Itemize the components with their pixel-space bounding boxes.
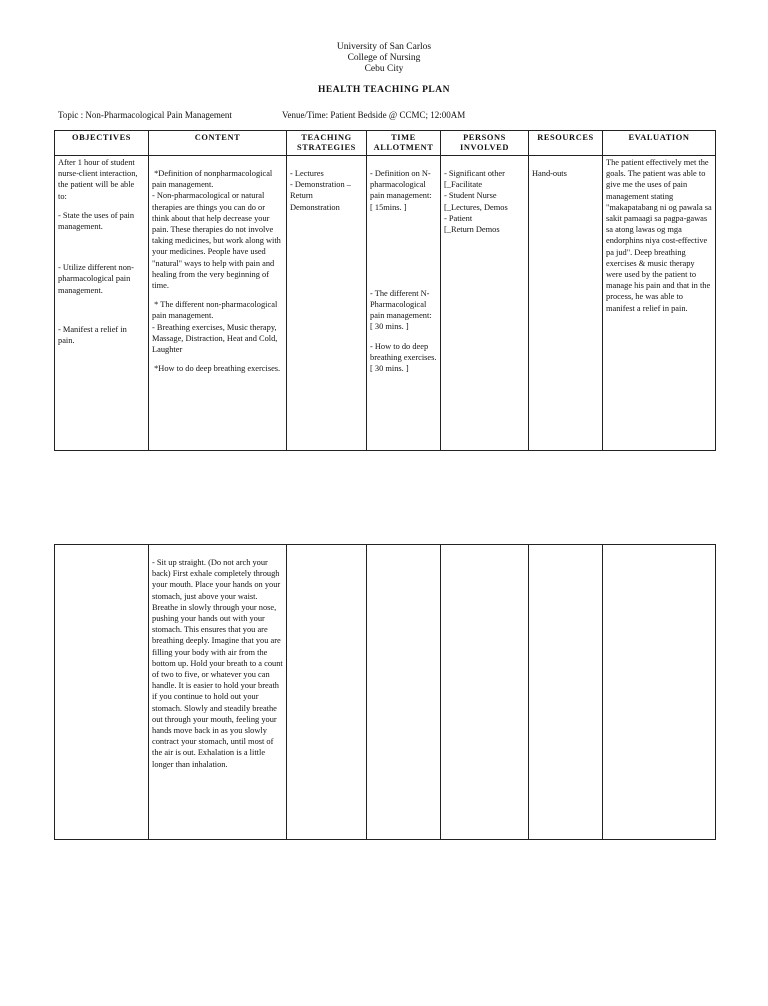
content-cell-2	[149, 545, 287, 840]
objective-1: - State the uses of pain management.	[58, 210, 137, 232]
objective-3: - Manifest a relief in pain.	[58, 324, 129, 346]
col-evaluation: EVALUATION	[603, 131, 716, 156]
col-content: CONTENT	[149, 131, 287, 156]
college-name: College of Nursing	[347, 53, 421, 63]
objectives-cell-2	[55, 545, 149, 840]
content-different: * The different non-pharmacological pain management. - Breathing exercises, Music therapy, Massage, Distraction, Heat and Cold, Laughter	[152, 300, 278, 355]
venue-line: Venue/Time: Patient Bedside @ CCMC; 12:00AM	[282, 110, 466, 120]
col-time-allotment: TIME ALLOTMENT	[367, 131, 441, 156]
persons-cell	[441, 156, 529, 451]
topic-line: Topic : Non-Pharmacological Pain Management	[58, 110, 232, 120]
evaluation-cell	[603, 156, 716, 451]
time-definition: - Definition on N-pharmacological pain management: [ 15mins. ]	[370, 169, 432, 212]
time-cell-2	[367, 545, 441, 840]
university-name: University of San Carlos	[336, 42, 432, 52]
col-teaching-strategies: TEACHING STRATEGIES	[287, 131, 367, 156]
strategies-cell	[287, 156, 367, 451]
time-cell	[367, 156, 441, 451]
resources-cell	[529, 156, 603, 451]
content-cell	[149, 156, 287, 451]
col-resources: RESOURCES	[529, 131, 603, 156]
teaching-plan-table	[54, 130, 716, 451]
objective-intro: After 1 hour of student nurse-client interaction, the patient will be able to:	[58, 158, 140, 201]
city-name: Cebu City	[364, 64, 404, 74]
strategies-text: - Lectures - Demonstration – Return Demonstration	[290, 169, 351, 212]
evaluation-text: The patient effectively met the goals. The patient was able to give me the uses of pain management stating "makapatabang ni og pawala sa sakit pamaagi sa pagpa-gawas sa atong lawas og mga endorphins niya cost-effective pa jud". Deep breathing exercises & music therapy were used by the patient to manage his pain and that in the process, he was able to manifest a relief in pain.	[606, 158, 714, 313]
content-deep-breathing: *How to do deep breathing exercises.	[152, 364, 281, 374]
col-objectives: OBJECTIVES	[55, 131, 149, 156]
content-definition: *Definition of nonpharmacological pain management. - Non-pharmacological or natural therapies are things you can do or think about that help decrease your pain. These therapies do not involve taking medicines, but work along with your medicines. People have used "natural" ways to help with pain and healing from the very beginning of time.	[152, 169, 281, 291]
teaching-plan-table-continued	[54, 544, 716, 840]
objective-2: - Utilize different non-pharmacological pain management.	[58, 263, 134, 295]
resources-text: Hand-outs	[532, 169, 567, 178]
time-deep-breathing: - How to do deep breathing exercises. [ 30 mins. ]	[370, 341, 437, 374]
persons-text: - Significant other [_Facilitate - Student Nurse [_Lectures, Demos - Patient [_Return Demos	[444, 169, 508, 235]
evaluation-cell-2	[603, 545, 716, 840]
strategies-cell-2	[287, 545, 367, 840]
deep-breathing-steps: - Sit up straight. (Do not arch your back) First exhale completely through your mouth. Place your hands on your stomach, just above your waist. Breathe in slowly through your nose, pushing your hands out with your stomach. This ensures that you are breathing deeply. Imagine that you are filling your body with air from the bottom up. Hold your breath to a count of two to five, or whatever you can handle. It is easier to hold your breath if you continue to hold out your stomach. Slowly and steadily breathe out through your mouth, feeling your hands move back in as you slowly contract your stomach, until most of the air is out. Exhalation is a little longer than inhalation.	[152, 558, 285, 769]
time-different: - The different N-Pharmacological pain management: [ 30 mins. ]	[370, 288, 432, 332]
document-title: HEALTH TEACHING PLAN	[318, 85, 450, 95]
persons-cell-2	[441, 545, 529, 840]
objectives-cell	[55, 156, 149, 451]
resources-cell-2	[529, 545, 603, 840]
col-persons-involved: PERSONS INVOLVED	[441, 131, 529, 156]
